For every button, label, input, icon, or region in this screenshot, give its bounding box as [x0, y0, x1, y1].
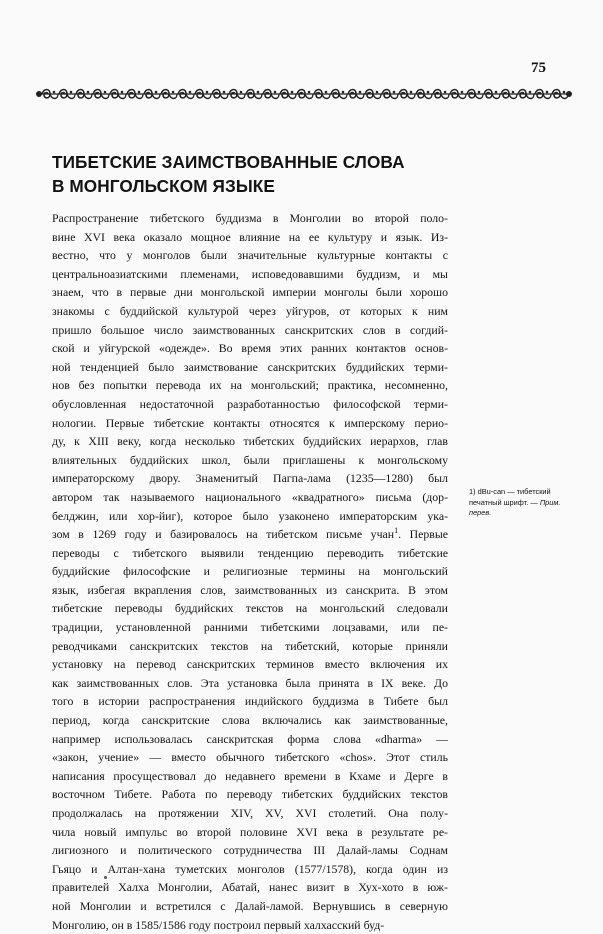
text-line: «закон, учение» — вместо обычного тибетского «chos». Этот стиль — [52, 750, 448, 765]
text-line: нов без попытки перевода их на монгольский; практика, несомненно, — [52, 378, 448, 393]
footnote-marker: 1) — [469, 487, 476, 496]
text-line: язык, избегая вкрапления слов, заимствованных из санскрита. В этом — [52, 582, 448, 597]
text-line: пришло большое число заимствованных санскритских слов в согдий- — [52, 322, 448, 337]
text-line: установку на перевод санскритских терминов вместо включения их — [52, 657, 448, 672]
footnote-text-1: dBu-can — тибетский — [477, 487, 551, 496]
text-line: императорскому двору. Знаменитый Пагпа-лама (1235—1280) был — [52, 471, 448, 486]
text-line: ду, к XIII веку, когда несколько тибетских буддийских иерархов, глав — [52, 434, 448, 449]
text-line: например использовалась санскритская форма слова «dharma» — — [52, 731, 448, 746]
text-line: правителей Халха Монголии, Абатай, нанес визит в Хух-хото в юж- — [52, 880, 448, 895]
text-line: лигиозного и политического сотрудничества III Далай-ламы Соднам — [52, 843, 448, 858]
ornament-divider — [36, 86, 572, 102]
text-line — [52, 525, 448, 544]
text-line: автором так называемого национального «квадратного» письма (дор- — [52, 489, 448, 504]
text-line: Монголию, он в 1585/1586 году построил первый халхасский буд- — [52, 917, 385, 932]
text-line-tail: . Первые — [398, 527, 448, 542]
text-line: обусловленная недостаточной разработанностью философской терми- — [52, 396, 448, 411]
text-line: восточном Тибете. Работа по переводу тибетских буддийских текстов — [52, 787, 448, 802]
heading-line-1: ТИБЕТСКИЕ ЗАИМСТВОВАННЫЕ СЛОВА — [52, 152, 405, 172]
text-line: влиятельных буддийских школ, были приглашены к монгольскому — [52, 452, 448, 467]
footnote-line-1 — [469, 487, 587, 498]
text-line: нологии. Первые тибетские контакты относятся к имперскому перио- — [52, 415, 448, 430]
text-line: ной тенденцией было заимствование санскритских буддийских терми- — [52, 359, 448, 374]
text-line: традиции, установленной ранними тибетскими лоцзавами, или пе- — [52, 620, 448, 635]
text-line: знаем, что в первые дни монгольской империи монголы были хорошо — [52, 285, 448, 300]
text-line: вестно, что у монголов были значительные культурные контакты с — [52, 248, 448, 263]
text-line: продолжалась на протяжении XIV, XV, XVI столетий. Она полу- — [52, 806, 448, 820]
text-line: как заимствованных слов. Эта установка была принята в IX веке. До — [52, 675, 448, 690]
text-line: реводчиками санскритских текстов на тибетский, которые приняли — [52, 638, 448, 653]
text-line: тибетские переводы буддийских текстов на монгольский следовали — [52, 601, 448, 616]
footnote-reference: 1 — [394, 526, 399, 536]
text-line: чила новый импульс во второй половине XVI века в результате ре- — [52, 824, 448, 839]
text-line: того в истории распространения индийского буддизма в Тибете был — [52, 694, 448, 709]
chapter-heading — [52, 150, 452, 198]
text-line: ской и уйгурской «одежде». Во время этих ранних контактов основ- — [52, 341, 448, 356]
footnote-note-italic: Прим. — [539, 497, 561, 507]
scan-speck — [104, 876, 107, 879]
text-line: период, когда санскритские слова включались как заимствованные, — [52, 713, 448, 728]
text-line: центральноазиатскими племенами, исповедовавшими буддизм, и мы — [52, 266, 448, 281]
body-text — [52, 209, 448, 934]
text-line: буддийские философские и религиозные термины на монгольский — [52, 564, 448, 579]
footnote-line-3 — [469, 508, 587, 519]
footnote-text-2: печатный шрифт. — — [469, 497, 540, 507]
page-number: 75 — [531, 60, 546, 76]
text-line: вине XVI века оказало мощное влияние на ее культуру и язык. Из- — [52, 229, 448, 244]
text-line: знакомы с буддийской культурой через уйгуров, от которых к ним — [52, 303, 448, 318]
footnote-line-2 — [469, 498, 587, 509]
text-line: Гьяцо и Алтан-хана туметских монголов (1577/1578), когда один из — [52, 861, 448, 876]
text-line: Распространение тибетского буддизма в Монголии во второй поло- — [52, 211, 448, 225]
heading-line-2: В МОНГОЛЬСКОМ ЯЗЫКЕ — [52, 176, 275, 196]
text-line: ной Монголии и встретился с Далай-ламой. Вернувшись в северную — [52, 898, 448, 913]
footnote-translator-italic: перев. — [469, 508, 492, 517]
text-line: переводы с тибетского выявили тенденцию переводить тибетские — [52, 545, 448, 560]
footnote — [469, 487, 587, 519]
text-line-content: зом в 1269 году и базировалось на тибетском письме учан — [52, 527, 395, 542]
text-line: белджин, или хор-йиг), которое было узаконено императорским ука- — [52, 508, 448, 523]
text-line: написания просуществовал до недавнего времени в Кхаме и Дерге в — [52, 768, 448, 783]
